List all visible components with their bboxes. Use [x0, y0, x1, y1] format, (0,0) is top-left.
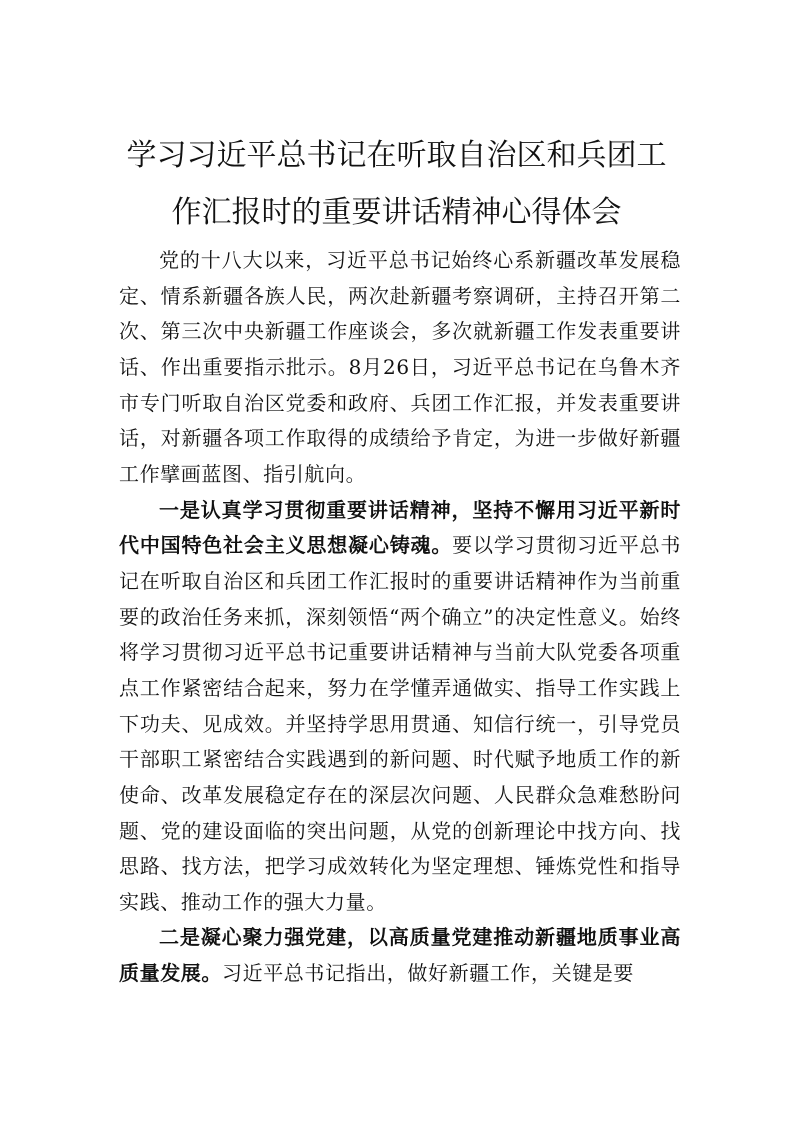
section-2-text: 习近平总书记指出，做好新疆工作，关键是要: [222, 961, 634, 986]
document-title-line-1: 学习习近平总书记在听取自治区和兵团工: [126, 138, 667, 173]
section-2-heading: 二是凝心聚力强党建，以高质量党建推动新疆地质事业高质量发展。: [119, 925, 681, 986]
section-1-text: 要以学习贯彻习近平总书记在听取自治区和兵团工作汇报时的重要讲话精神作为当前重要的政治任务来抓，深刻领悟“两个确立”的决定性意义。始终将学习贯彻习近平总书记重要讲话精神与当前大队党委各项重点工作紧密结合起来，努力在学懂弄通做实、指导工作实践上下功夫、见成效。并坚持学思用贯通、知信行统一，引导党员干部职工紧密结合实践遇到的新问题、时代赋予地质工作的新使命、改革发展稳定存在的深层次问题、人民群众急难愁盼问题、党的建设面临的突出问题，从党的创新理论中找方向、找思路、找方法，把学习成效转化为坚定理想、锤炼党性和指导实践、推动工作的强大力量。: [119, 533, 681, 914]
section-2-paragraph: [119, 920, 681, 991]
intro-paragraph: 党的十八大以来，习近平总书记始终心系新疆改革发展稳定、情系新疆各族人民，两次赴新疆考察调研，主持召开第二次、第三次中央新疆工作座谈会，多次就新疆工作发表重要讲话、作出重要指示批示。8月26日，习近平总书记在乌鲁木齐市专门听取自治区党委和政府、兵团工作汇报，并发表重要讲话，对新疆各项工作取得的成绩给予肯定，为进一步做好新疆工作擘画蓝图、指引航向。: [119, 248, 681, 486]
document-title-line-2: 作汇报时的重要讲话精神心得体会: [171, 195, 622, 230]
document-body: [119, 243, 681, 992]
section-1-heading: 一是认真学习贯彻重要讲话精神，坚持不懈用习近平新时代中国特色社会主义思想凝心铸魂。: [119, 497, 681, 558]
section-1-paragraph: [119, 493, 681, 921]
